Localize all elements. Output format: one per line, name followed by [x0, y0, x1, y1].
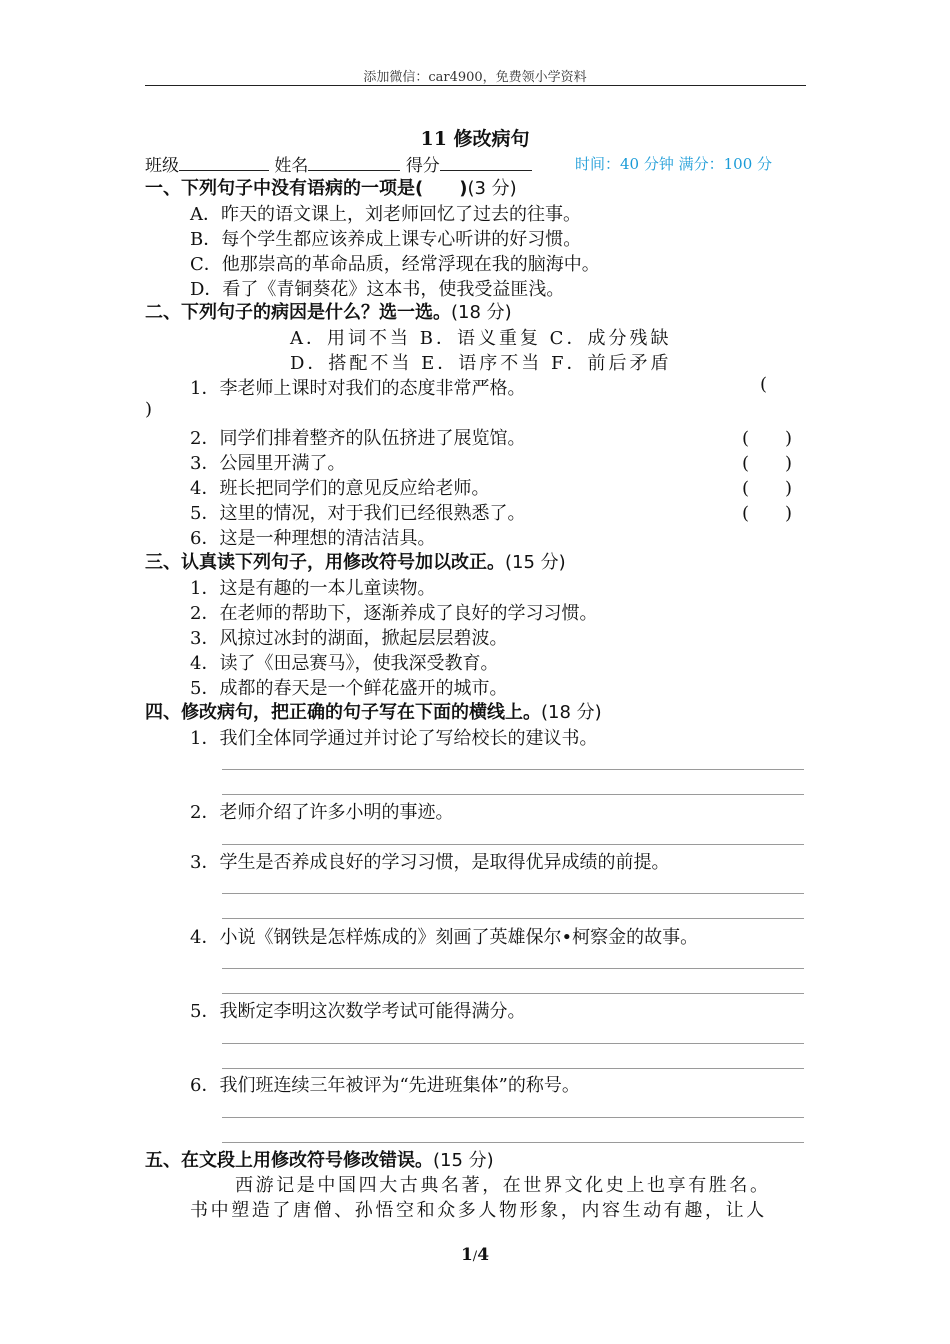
answer-blank[interactable]: ( ) — [742, 453, 793, 474]
section-4-item-2: 2．老师介绍了许多小明的事迹。 — [190, 802, 454, 823]
section-2-item-4: 4．班长把同学们的意见反应给老师。 — [190, 478, 490, 499]
section-3-item-2: 2．在老师的帮助下，逐渐养成了良好的学习习惯。 — [190, 603, 598, 624]
answer-line[interactable] — [222, 918, 804, 919]
answer-line[interactable] — [222, 993, 804, 994]
answer-line[interactable] — [222, 1117, 804, 1118]
name-field[interactable] — [308, 154, 400, 171]
answer-paren-close: ) — [145, 399, 153, 420]
answer-blank[interactable]: ( ) — [742, 428, 793, 449]
score-field[interactable] — [440, 154, 532, 171]
answer-paren-open: ( — [760, 374, 768, 395]
answer-line[interactable] — [222, 893, 804, 894]
page-separator: / — [472, 1249, 478, 1264]
section-2-heading — [145, 298, 512, 324]
section-1-score: (3 分) — [467, 178, 517, 199]
class-label: 班级 — [145, 156, 179, 176]
section-2-item-6: 6．这是一种理想的清洁洁具。 — [190, 528, 436, 549]
section-1-heading — [145, 174, 517, 200]
section-1-option-a: A．昨天的语文课上，刘老师回忆了过去的往事。 — [190, 204, 581, 225]
student-info-row — [145, 151, 532, 176]
header-rule — [145, 85, 806, 86]
section-3-score: (15 分) — [505, 552, 566, 573]
section-2-item-2: 2．同学们排着整齐的队伍挤进了展览馆。 — [190, 428, 526, 449]
answer-line[interactable] — [222, 794, 804, 795]
section-2-item-3: 3．公园里开满了。 — [190, 453, 346, 474]
answer-blank[interactable]: ( ) — [742, 503, 793, 524]
section-1-option-d: D．看了《青铜葵花》这本书，使我受益匪浅。 — [190, 279, 565, 300]
page-total: 4 — [477, 1245, 490, 1265]
section-4-title: 四、修改病句，把正确的句子写在下面的横线上。 — [145, 702, 541, 723]
answer-line[interactable] — [222, 1068, 804, 1069]
section-2-score: (18 分) — [451, 302, 512, 323]
header-note: 添加微信：car4900，免费领小学资料 — [363, 70, 587, 85]
section-2-choices-row-2: D．搭配不当 E．语序不当 F．前后矛盾 — [290, 353, 672, 374]
section-3-item-5: 5．成都的春天是一个鲜花盛开的城市。 — [190, 678, 508, 699]
section-4-item-1: 1．我们全体同学通过并讨论了写给校长的建议书。 — [190, 728, 598, 749]
answer-line[interactable] — [222, 769, 804, 770]
section-1-option-c: C．他那崇高的革命品质，经常浮现在我的脑海中。 — [190, 254, 600, 275]
answer-line[interactable] — [222, 844, 804, 845]
section-3-title: 三、认真读下列句子，用修改符号加以改正。 — [145, 552, 505, 573]
page-current: 1 — [460, 1245, 473, 1265]
section-5-paragraph-line-1: 西游记是中国四大古典名著，在世界文化史上也享有胜名。 — [235, 1175, 771, 1196]
page-title: 11 修改病句 — [420, 128, 530, 150]
section-4-item-4: 4．小说《钢铁是怎样炼成的》刻画了英雄保尔•柯察金的故事。 — [190, 927, 699, 948]
class-field[interactable] — [179, 154, 269, 171]
section-3-item-4: 4．读了《田忌赛马》，使我深受教育。 — [190, 653, 499, 674]
section-2-choices-row-1: A．用词不当 B．语义重复 C．成分残缺 — [290, 328, 672, 349]
section-1-title: 一、下列句子中没有语病的一项是( ) — [145, 178, 468, 199]
section-2-item-5: 5．这里的情况，对于我们已经很熟悉了。 — [190, 503, 526, 524]
score-label: 得分 — [405, 156, 440, 176]
name-label: 姓名 — [274, 156, 309, 176]
page-number — [0, 1245, 950, 1265]
timing-info: 时间：40 分钟 满分：100 分 — [575, 155, 773, 173]
section-4-item-6: 6．我们班连续三年被评为“先进班集体”的称号。 — [190, 1075, 580, 1096]
answer-line[interactable] — [222, 968, 804, 969]
section-4-heading — [145, 698, 602, 724]
answer-line[interactable] — [222, 1142, 804, 1143]
section-3-item-3: 3．风掠过冰封的湖面，掀起层层碧波。 — [190, 628, 508, 649]
section-2-item-1: 1．李老师上课时对我们的态度非常严格。 — [190, 378, 526, 399]
section-3-heading — [145, 548, 566, 574]
section-5-title: 五、在文段上用修改符号修改错误。 — [145, 1150, 433, 1171]
section-5-heading — [145, 1146, 494, 1172]
section-4-item-3: 3．学生是否养成良好的学习习惯，是取得优异成绩的前提。 — [190, 852, 670, 873]
answer-line[interactable] — [222, 1043, 804, 1044]
section-3-item-1: 1．这是有趣的一本儿童读物。 — [190, 578, 436, 599]
section-5-paragraph-line-2: 书中塑造了唐僧、孙悟空和众多人物形象，内容生动有趣，让人 — [190, 1200, 767, 1221]
section-1-option-b: B．每个学生都应该养成上课专心听讲的好习惯。 — [190, 229, 582, 250]
answer-blank[interactable]: ( ) — [742, 478, 793, 499]
section-4-item-5: 5．我断定李明这次数学考试可能得满分。 — [190, 1001, 526, 1022]
section-2-title: 二、下列句子的病因是什么？选一选。 — [145, 302, 451, 323]
section-4-score: (18 分) — [541, 702, 602, 723]
section-5-score: (15 分) — [433, 1150, 494, 1171]
